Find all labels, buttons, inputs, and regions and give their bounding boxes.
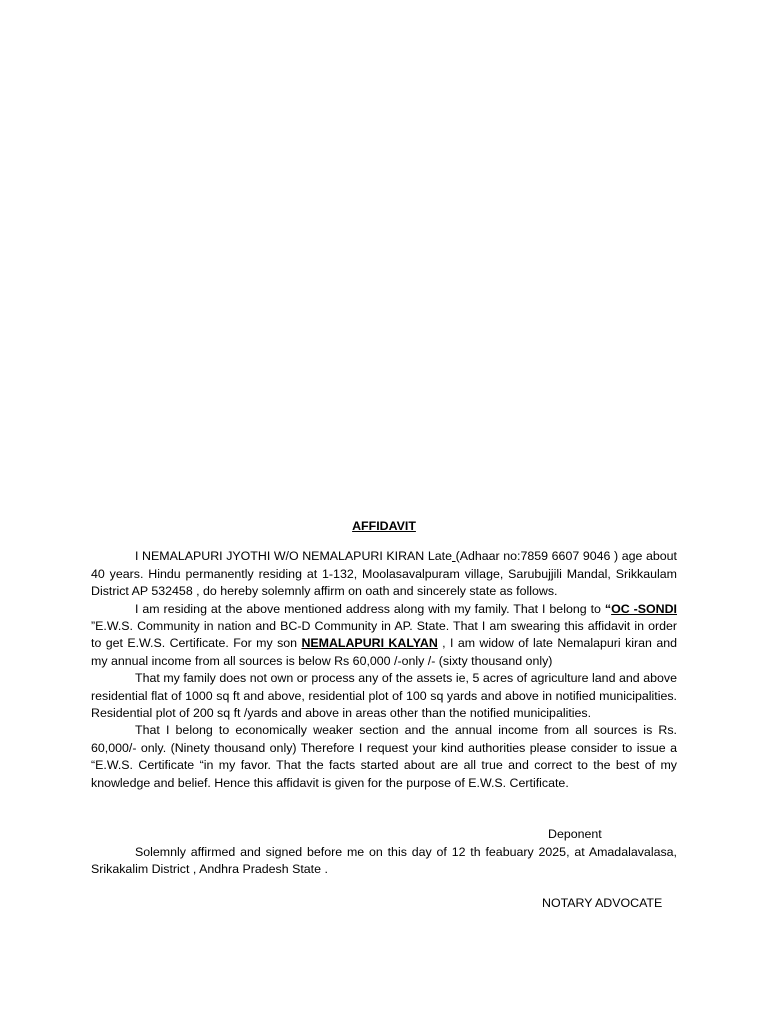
notary-label: NOTARY ADVOCATE	[542, 896, 663, 911]
paragraph-declarant	[91, 548, 677, 600]
paragraph-affirmation: Solemnly affirmed and signed before me on this day of 12 th feabuary 2025, at Amadalavalasa, Srikakalim District , Andhra Pradesh State .	[91, 844, 677, 876]
affidavit-document	[91, 518, 677, 913]
community-name: OC -SONDI	[611, 601, 677, 616]
residence-text: I am residing at the above mentioned address along with my family. That I belong to	[135, 601, 605, 616]
deponent-label: Deponent	[548, 827, 602, 842]
paragraph-assets: That my family does not own or process any of the assets ie, 5 acres of agriculture land and above residential flat of 1000 sq ft and above, residential plot of 100 sq yards and above in notified municipalities. Residential plot of 200 sq ft /yards and above in areas other than the notified municipalities.	[91, 671, 677, 721]
son-name: NEMALAPURI KALYAN	[301, 636, 438, 651]
income-text: , I am widow of late Nemalapuri kiran and my annual income from all sources is below Rs 60,000 /-only /- (sixty thousand only)	[91, 636, 677, 668]
declarant-details: (Adhaar no:7859 6607 9046 ) age about 40 years. Hindu permanently residing at 1-132, Moolasavalpuram village, Sarubujjili Mandal, Srikkaulam District AP 532458 , do hereby solemnly affirm on oath and sincerely state as follows.	[91, 549, 677, 599]
paragraph-residence	[91, 601, 677, 671]
declarant-name: I NEMALAPURI JYOTHI W/O NEMALAPURI KIRAN Late	[135, 549, 452, 564]
open-quote: “	[604, 601, 612, 616]
paragraph-request: That I belong to economically weaker section and the annual income from all sources is Rs. 60,000/- only. (Ninety thousand only) Therefore I request your kind authorities please consider to issue a “E.W.S. Certificate “in my favor. That the facts started about are all true and correct to the best of my knowledge and belief. Hence this affidavit is given for the purpose of E.W.S. Certificate.	[91, 723, 677, 790]
community-text: ”E.W.S. Community in nation and BC-D Community in AP. State. That I am swearing this affidavit in order to get E.W.S. Certificate. For my son	[91, 619, 677, 651]
document-title: AFFIDAVIT	[352, 519, 416, 533]
